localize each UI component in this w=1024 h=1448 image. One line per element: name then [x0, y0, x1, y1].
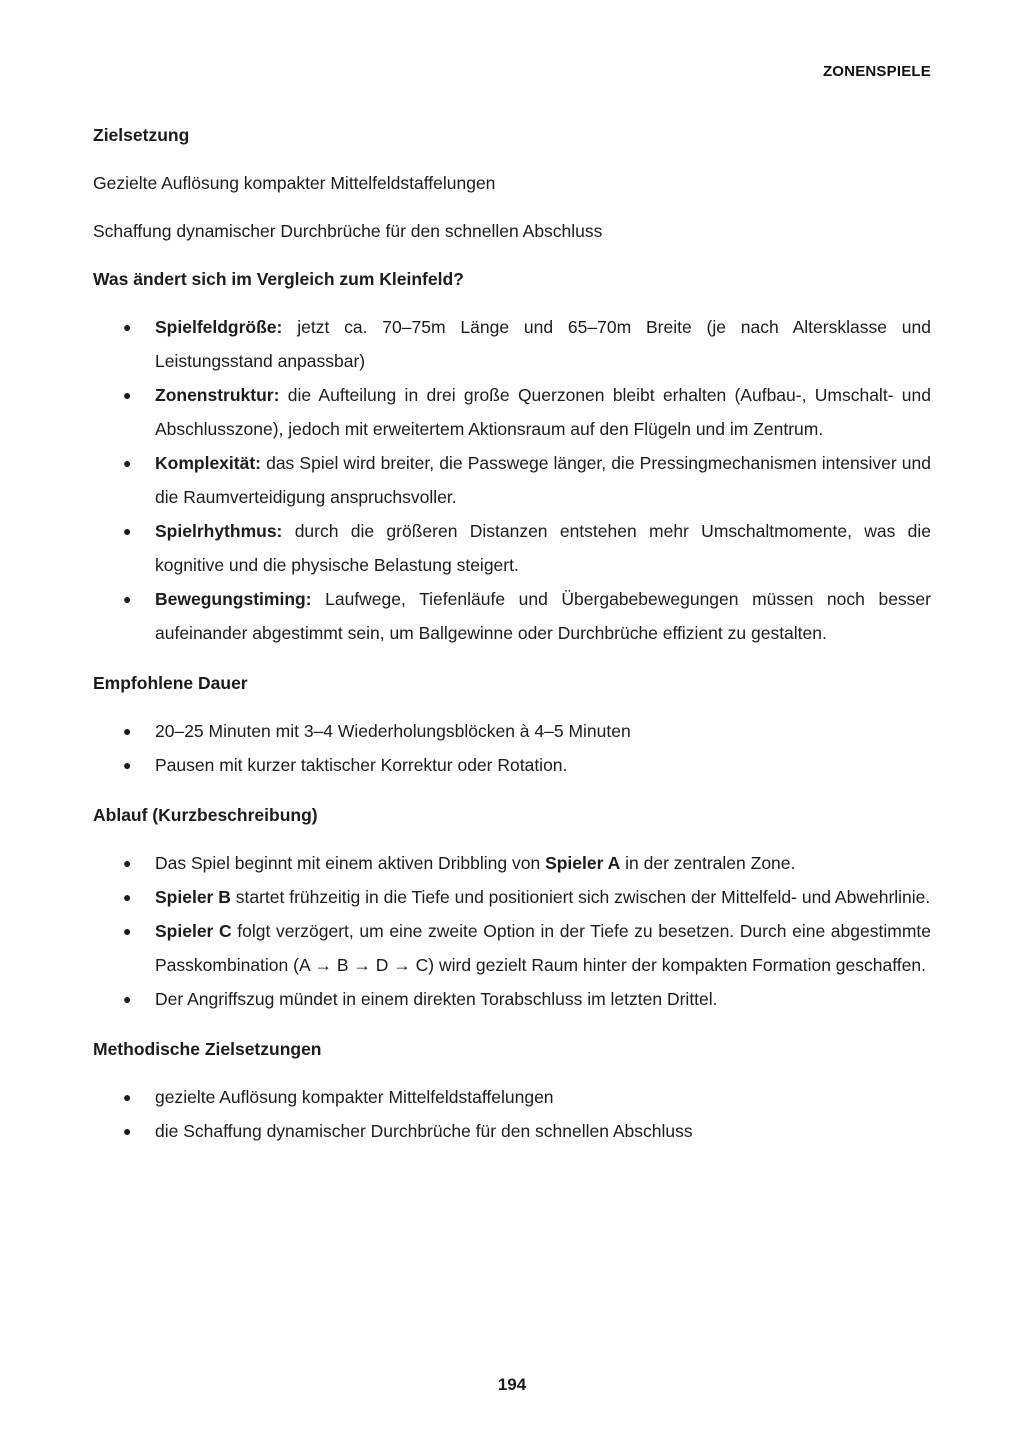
list-item-text: durch die größeren Distanzen entstehen mehr Umschaltmomente, was die kognitive und die physische Belastung steigert.	[155, 521, 931, 575]
list-item-term: Spielfeldgröße:	[155, 317, 283, 337]
list-item	[93, 714, 931, 748]
bullet-icon: ●	[123, 1089, 132, 1105]
list-item	[93, 514, 931, 582]
bullet-icon: ●	[123, 319, 132, 335]
list-item-text: in der zentralen Zone.	[620, 853, 796, 873]
list-item-term: Spieler A	[545, 853, 621, 873]
list-item-term: Spieler C	[155, 921, 232, 941]
list-item-text: die Aufteilung in drei große Querzonen bleibt erhalten (Aufbau-, Umschalt- und Abschlusszone), jedoch mit erweitertem Aktionsraum auf den Flügeln und im Zentrum.	[155, 385, 931, 439]
list-item-term: Spieler B	[155, 887, 231, 907]
list-item	[93, 446, 931, 514]
page-content	[93, 120, 931, 1148]
list-item-text: Laufwege, Tiefenläufe und Übergabebewegungen müssen noch besser aufeinander abgestimmt sein, um Ballgewinne oder Durchbrüche effizient zu gestalten.	[155, 589, 931, 643]
list-item	[93, 880, 931, 914]
bullet-icon: ●	[123, 591, 132, 607]
list-item-text: startet frühzeitig in die Tiefe und positioniert sich zwischen der Mittelfeld- und Abwehrlinie.	[230, 887, 931, 907]
bullet-icon: ●	[123, 387, 132, 403]
list-item-text: Das Spiel beginnt mit einem aktiven Dribbling von	[155, 853, 546, 873]
list-item-text: gezielte Auflösung kompakter Mittelfeldstaffelungen	[155, 1087, 554, 1107]
list-item-text: das Spiel wird breiter, die Passwege länger, die Pressingmechanismen intensiver und die Raumverteidigung anspruchsvoller.	[155, 453, 931, 507]
section-dauer	[93, 668, 931, 782]
list-item-term: Bewegungstiming:	[155, 589, 312, 609]
list-item	[93, 914, 931, 982]
list-item-text: folgt verzögert, um eine zweite Option in der Tiefe zu besetzen. Durch eine abgestimmte Passkombination (A → B → D → C) wird gezielt Raum hinter der kompakten Formation geschaffen.	[155, 921, 931, 975]
section-heading-zielsetzung: Zielsetzung	[93, 125, 190, 145]
vergleich-list	[93, 310, 931, 650]
section-methodisch	[93, 1034, 931, 1148]
section-heading-vergleich: Was ändert sich im Vergleich zum Kleinfeld?	[93, 269, 464, 289]
list-item	[93, 982, 931, 1016]
bullet-icon: ●	[123, 723, 132, 739]
list-item-text: jetzt ca. 70–75m Länge und 65–70m Breite (je nach Altersklasse und Leistungsstand anpassbar)	[155, 317, 931, 371]
list-item	[93, 310, 931, 378]
list-item	[93, 748, 931, 782]
list-item-term: Zonenstruktur:	[155, 385, 280, 405]
list-item-text: die Schaffung dynamischer Durchbrüche für den schnellen Abschluss	[155, 1121, 693, 1141]
section-heading-ablauf: Ablauf (Kurzbeschreibung)	[93, 805, 318, 825]
page-number: 194	[497, 1375, 527, 1394]
bullet-icon: ●	[123, 923, 132, 939]
methodisch-list	[93, 1080, 931, 1148]
bullet-icon: ●	[123, 757, 132, 773]
section-heading-dauer: Empfohlene Dauer	[93, 673, 248, 693]
list-item	[93, 582, 931, 650]
bullet-icon: ●	[123, 855, 132, 871]
dauer-list	[93, 714, 931, 782]
list-item-term: Komplexität:	[155, 453, 261, 473]
bullet-icon: ●	[123, 1123, 132, 1139]
bullet-icon: ●	[123, 889, 132, 905]
bullet-icon: ●	[123, 991, 132, 1007]
list-item-text: Der Angriffszug mündet in einem direkten Torabschluss im letzten Drittel.	[155, 989, 718, 1009]
zielsetzung-line-2: Schaffung dynamischer Durchbrüche für den schnellen Abschluss	[93, 221, 603, 241]
section-vergleich	[93, 264, 931, 650]
list-item-text: 20–25 Minuten mit 3–4 Wiederholungsblöcken à 4–5 Minuten	[155, 721, 631, 741]
list-item	[93, 378, 931, 446]
section-ablauf	[93, 800, 931, 1016]
section-heading-methodisch: Methodische Zielsetzungen	[93, 1039, 322, 1059]
zielsetzung-line-1: Gezielte Auflösung kompakter Mittelfeldstaffelungen	[93, 173, 496, 193]
list-item	[93, 1080, 931, 1114]
list-item	[93, 1114, 931, 1148]
list-item-term: Spielrhythmus:	[155, 521, 283, 541]
list-item-text: Pausen mit kurzer taktischer Korrektur oder Rotation.	[155, 755, 568, 775]
ablauf-list	[93, 846, 931, 1016]
bullet-icon: ●	[123, 455, 132, 471]
list-item	[93, 846, 931, 880]
running-header: ZONENSPIELE	[822, 63, 931, 80]
bullet-icon: ●	[123, 523, 132, 539]
